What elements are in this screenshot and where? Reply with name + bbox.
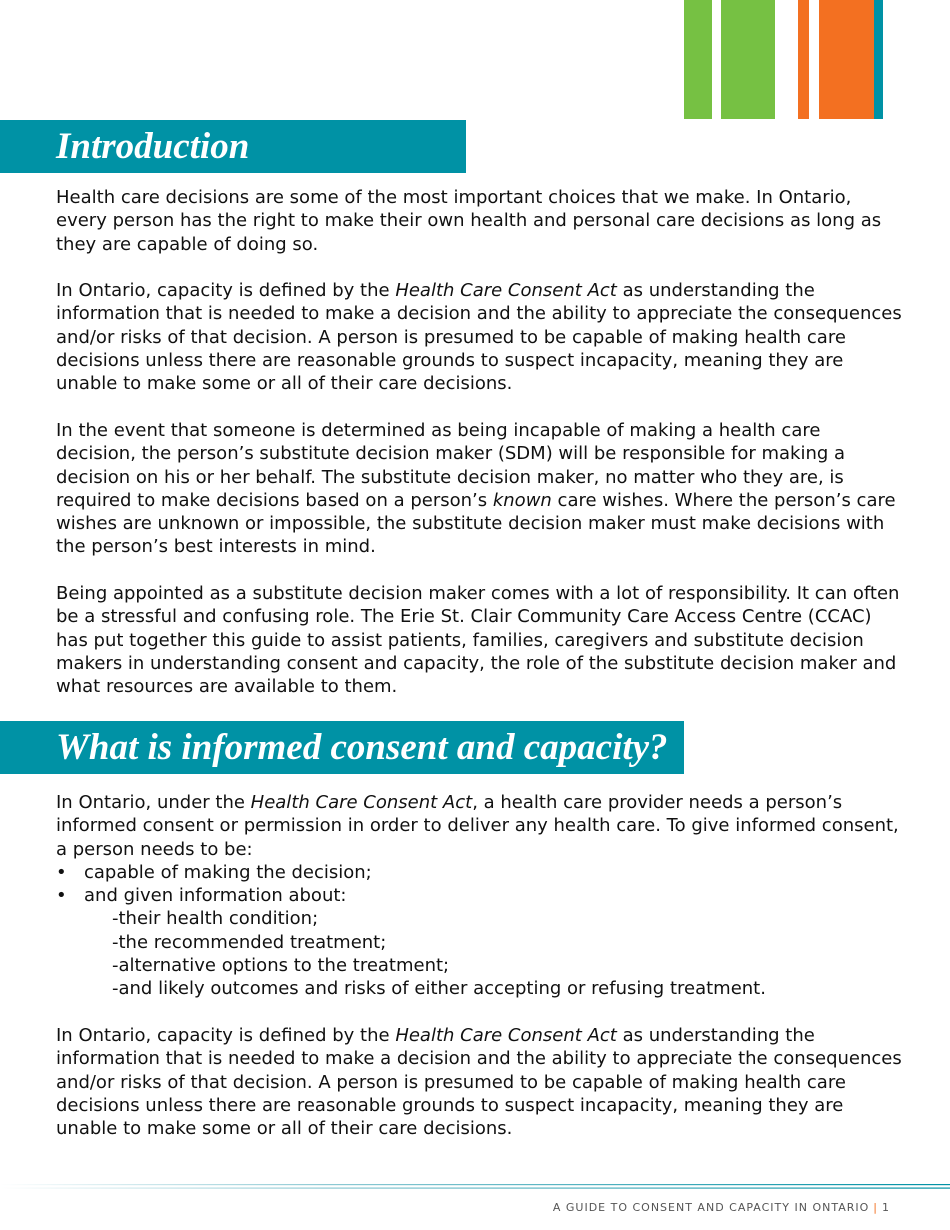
sub-list-item: -alternative options to the treatment; bbox=[112, 955, 450, 977]
page-number: 1 bbox=[882, 1201, 890, 1214]
information-sub-list bbox=[56, 907, 906, 1000]
consent-body bbox=[56, 791, 906, 1140]
text-run: , a health care provider needs a person’s informed consent or permission in order to deliver any health care. To give informed consent, a person needs to be: bbox=[56, 792, 899, 860]
intro-paragraph-2 bbox=[56, 279, 906, 395]
section-heading-introduction: Introduction bbox=[0, 120, 466, 173]
list-item bbox=[56, 861, 906, 884]
act-name-italic: Health Care Consent Act bbox=[395, 1024, 617, 1046]
document-title: A GUIDE TO CONSENT AND CAPACITY IN ONTARIO bbox=[552, 1201, 870, 1214]
intro-paragraph-3 bbox=[56, 419, 906, 559]
text-run: In Ontario, capacity is defined by the bbox=[56, 280, 396, 302]
list-item-text: and given information about: bbox=[84, 885, 347, 907]
decor-bar-orange-1 bbox=[798, 0, 809, 119]
consent-paragraph-2 bbox=[56, 1024, 906, 1140]
intro-body bbox=[56, 186, 906, 699]
page-footer bbox=[553, 1201, 890, 1214]
text-run: care wishes. Where the person’s care wishes are unknown or impossible, the substitute decision maker must make decisions with the person’s best interests in mind. bbox=[56, 489, 896, 558]
text-run: In Ontario, capacity is defined by the bbox=[56, 1024, 396, 1046]
decor-bar-green-1 bbox=[684, 0, 712, 119]
list-item bbox=[56, 884, 906, 907]
bullet-icon: • bbox=[56, 885, 67, 907]
act-name-italic: Health Care Consent Act bbox=[395, 280, 617, 302]
bullet-icon: • bbox=[56, 861, 67, 883]
intro-paragraph-4: Being appointed as a substitute decision maker comes with a lot of responsibility. It can often be a stressful and confusing role. The Erie St. Clair Community Care Access Centre (CCAC) has put together this guide to assist patients, families, caregivers and substitute decision makers in understanding consent and capacity, the role of the substitute decision maker and what resources are available to them. bbox=[56, 583, 900, 698]
text-run: as understanding the information that is needed to make a decision and the ability to appreciate the consequences and/or risks of that decision. A person is presumed to be capable of making health care decisions unless there are reasonable grounds to suspect incapacity, meaning they are unable to make some or all of their care decisions. bbox=[56, 1024, 902, 1140]
sub-list-item: -the recommended treatment; bbox=[112, 931, 387, 953]
decor-bar-orange-2 bbox=[819, 0, 874, 119]
act-name-italic: Health Care Consent Act bbox=[250, 792, 473, 813]
decor-bar-teal bbox=[874, 0, 883, 119]
sub-list-item: -their health condition; bbox=[112, 908, 319, 930]
footer-separator: | bbox=[873, 1201, 878, 1214]
list-item-text: capable of making the decision; bbox=[84, 861, 372, 883]
footer-divider bbox=[0, 1183, 950, 1190]
text-run: In Ontario, under the bbox=[56, 792, 251, 813]
sub-list-item: -and likely outcomes and risks of either accepting or refusing treatment. bbox=[112, 978, 766, 1000]
text-run: as understanding the information that is needed to make a decision and the ability to appreciate the consequences and/or risks of that decision. A person is presumed to be capable of making health care decisions unless there are reasonable grounds to suspect incapacity, meaning they are unable to make some or all of their care decisions. bbox=[56, 280, 902, 395]
section-heading-informed-consent: What is informed consent and capacity? bbox=[0, 721, 684, 774]
consent-paragraph-1 bbox=[56, 791, 906, 861]
text-run: In the event that someone is determined as being incapable of making a health care decision, the person’s substitute decision maker (SDM) will be responsible for making a decision on his or her behalf. The substitute decision maker, no matter who they are, is required to make decisions based on a person’s bbox=[56, 419, 846, 511]
decor-bar-green-2 bbox=[721, 0, 775, 119]
intro-paragraph-1: Health care decisions are some of the most important choices that we make. In Ontario, every person has the right to make their own health and personal care decisions as long as they are capable of doing so. bbox=[56, 187, 882, 255]
consent-requirements-list bbox=[56, 861, 906, 908]
known-italic: known bbox=[492, 489, 552, 511]
